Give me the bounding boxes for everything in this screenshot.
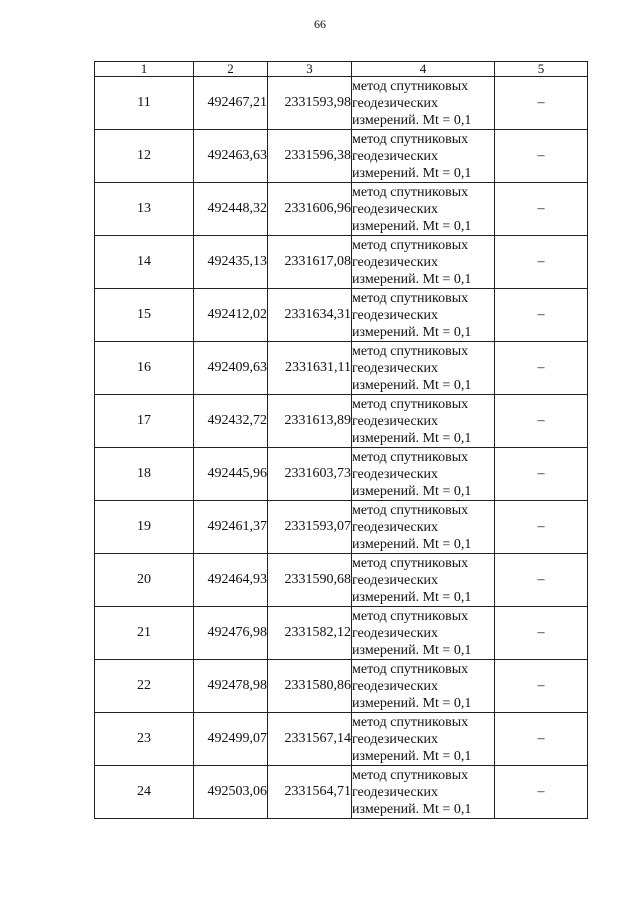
method-cell xyxy=(352,448,495,501)
x-coordinate-cell: 492503,06 xyxy=(194,766,268,819)
method-line: метод спутниковых xyxy=(352,767,469,783)
description-cell: – xyxy=(495,713,588,766)
header-col-3: 3 xyxy=(268,62,352,77)
page-number: 66 xyxy=(314,17,326,31)
x-coordinate-cell: 492445,96 xyxy=(194,448,268,501)
method-line: измерений. Mt = 0,1 xyxy=(352,642,472,658)
table-row xyxy=(95,607,588,660)
table-header-row xyxy=(95,62,588,77)
y-coordinate-cell: 2331606,96 xyxy=(268,183,352,236)
y-coordinate-cell: 2331596,38 xyxy=(268,130,352,183)
description-cell: – xyxy=(495,501,588,554)
table-row xyxy=(95,289,588,342)
method-line: геодезических xyxy=(352,519,439,535)
coordinates-table xyxy=(94,61,588,819)
description-cell: – xyxy=(495,554,588,607)
description-cell: – xyxy=(495,342,588,395)
x-coordinate-cell: 492464,93 xyxy=(194,554,268,607)
method-cell xyxy=(352,130,495,183)
y-coordinate-cell: 2331634,31 xyxy=(268,289,352,342)
method-line: геодезических xyxy=(352,466,439,482)
y-coordinate-cell: 2331593,07 xyxy=(268,501,352,554)
y-coordinate-cell: 2331617,08 xyxy=(268,236,352,289)
method-line: метод спутниковых xyxy=(352,237,469,253)
point-number-cell: 14 xyxy=(95,236,194,289)
description-cell: – xyxy=(495,236,588,289)
point-number-cell: 24 xyxy=(95,766,194,819)
header-col-2: 2 xyxy=(194,62,268,77)
y-coordinate-cell: 2331590,68 xyxy=(268,554,352,607)
point-number-cell: 15 xyxy=(95,289,194,342)
description-cell: – xyxy=(495,130,588,183)
point-number-cell: 20 xyxy=(95,554,194,607)
table-row xyxy=(95,77,588,130)
method-cell xyxy=(352,342,495,395)
x-coordinate-cell: 492435,13 xyxy=(194,236,268,289)
y-coordinate-cell: 2331582,12 xyxy=(268,607,352,660)
header-col-5: 5 xyxy=(495,62,588,77)
method-cell xyxy=(352,183,495,236)
method-line: измерений. Mt = 0,1 xyxy=(352,589,472,605)
method-line: метод спутниковых xyxy=(352,78,469,94)
method-line: измерений. Mt = 0,1 xyxy=(352,112,472,128)
description-cell: – xyxy=(495,395,588,448)
point-number-cell: 11 xyxy=(95,77,194,130)
method-line: геодезических xyxy=(352,360,439,376)
point-number-cell: 12 xyxy=(95,130,194,183)
x-coordinate-cell: 492448,32 xyxy=(194,183,268,236)
method-line: геодезических xyxy=(352,201,439,217)
point-number-cell: 19 xyxy=(95,501,194,554)
method-line: измерений. Mt = 0,1 xyxy=(352,218,472,234)
method-line: метод спутниковых xyxy=(352,555,469,571)
x-coordinate-cell: 492478,98 xyxy=(194,660,268,713)
description-cell: – xyxy=(495,77,588,130)
method-line: геодезических xyxy=(352,148,439,164)
method-line: геодезических xyxy=(352,307,439,323)
method-line: метод спутниковых xyxy=(352,396,469,412)
method-line: измерений. Mt = 0,1 xyxy=(352,536,472,552)
point-number-cell: 23 xyxy=(95,713,194,766)
y-coordinate-cell: 2331613,89 xyxy=(268,395,352,448)
table-row xyxy=(95,448,588,501)
method-line: измерений. Mt = 0,1 xyxy=(352,271,472,287)
y-coordinate-cell: 2331593,98 xyxy=(268,77,352,130)
x-coordinate-cell: 492499,07 xyxy=(194,713,268,766)
method-line: метод спутниковых xyxy=(352,343,469,359)
method-line: измерений. Mt = 0,1 xyxy=(352,165,472,181)
table-row xyxy=(95,766,588,819)
method-line: метод спутниковых xyxy=(352,131,469,147)
table-row xyxy=(95,342,588,395)
x-coordinate-cell: 492432,72 xyxy=(194,395,268,448)
method-cell xyxy=(352,554,495,607)
x-coordinate-cell: 492476,98 xyxy=(194,607,268,660)
method-line: измерений. Mt = 0,1 xyxy=(352,483,472,499)
table-row xyxy=(95,130,588,183)
method-line: метод спутниковых xyxy=(352,608,469,624)
method-line: измерений. Mt = 0,1 xyxy=(352,748,472,764)
method-line: измерений. Mt = 0,1 xyxy=(352,430,472,446)
method-cell xyxy=(352,289,495,342)
method-line: геодезических xyxy=(352,254,439,270)
method-cell xyxy=(352,236,495,289)
method-line: геодезических xyxy=(352,413,439,429)
y-coordinate-cell: 2331564,71 xyxy=(268,766,352,819)
point-number-cell: 18 xyxy=(95,448,194,501)
method-cell xyxy=(352,607,495,660)
x-coordinate-cell: 492412,02 xyxy=(194,289,268,342)
y-coordinate-cell: 2331580,86 xyxy=(268,660,352,713)
method-cell xyxy=(352,77,495,130)
method-cell xyxy=(352,501,495,554)
method-line: метод спутниковых xyxy=(352,661,469,677)
table-body xyxy=(95,77,588,819)
method-line: измерений. Mt = 0,1 xyxy=(352,801,472,817)
method-line: метод спутниковых xyxy=(352,290,469,306)
method-line: геодезических xyxy=(352,678,439,694)
table-row xyxy=(95,183,588,236)
method-line: геодезических xyxy=(352,95,439,111)
description-cell: – xyxy=(495,766,588,819)
table-row xyxy=(95,554,588,607)
table-row xyxy=(95,660,588,713)
method-line: геодезических xyxy=(352,731,439,747)
y-coordinate-cell: 2331603,73 xyxy=(268,448,352,501)
method-line: измерений. Mt = 0,1 xyxy=(352,324,472,340)
method-line: метод спутниковых xyxy=(352,449,469,465)
point-number-cell: 21 xyxy=(95,607,194,660)
description-cell: – xyxy=(495,183,588,236)
method-line: метод спутниковых xyxy=(352,502,469,518)
method-line: метод спутниковых xyxy=(352,184,469,200)
method-line: измерений. Mt = 0,1 xyxy=(352,377,472,393)
table-row xyxy=(95,236,588,289)
header-col-1: 1 xyxy=(95,62,194,77)
x-coordinate-cell: 492409,63 xyxy=(194,342,268,395)
method-line: измерений. Mt = 0,1 xyxy=(352,695,472,711)
table-row xyxy=(95,395,588,448)
method-line: метод спутниковых xyxy=(352,714,469,730)
point-number-cell: 22 xyxy=(95,660,194,713)
point-number-cell: 17 xyxy=(95,395,194,448)
table-row xyxy=(95,713,588,766)
method-line: геодезических xyxy=(352,572,439,588)
x-coordinate-cell: 492463,63 xyxy=(194,130,268,183)
method-cell xyxy=(352,660,495,713)
method-cell xyxy=(352,395,495,448)
method-line: геодезических xyxy=(352,625,439,641)
point-number-cell: 16 xyxy=(95,342,194,395)
y-coordinate-cell: 2331631,11 xyxy=(268,342,352,395)
method-cell xyxy=(352,766,495,819)
header-col-4: 4 xyxy=(352,62,495,77)
table-row xyxy=(95,501,588,554)
description-cell: – xyxy=(495,289,588,342)
point-number-cell: 13 xyxy=(95,183,194,236)
description-cell: – xyxy=(495,448,588,501)
x-coordinate-cell: 492461,37 xyxy=(194,501,268,554)
x-coordinate-cell: 492467,21 xyxy=(194,77,268,130)
method-cell xyxy=(352,713,495,766)
description-cell: – xyxy=(495,660,588,713)
method-line: геодезических xyxy=(352,784,439,800)
description-cell: – xyxy=(495,607,588,660)
y-coordinate-cell: 2331567,14 xyxy=(268,713,352,766)
